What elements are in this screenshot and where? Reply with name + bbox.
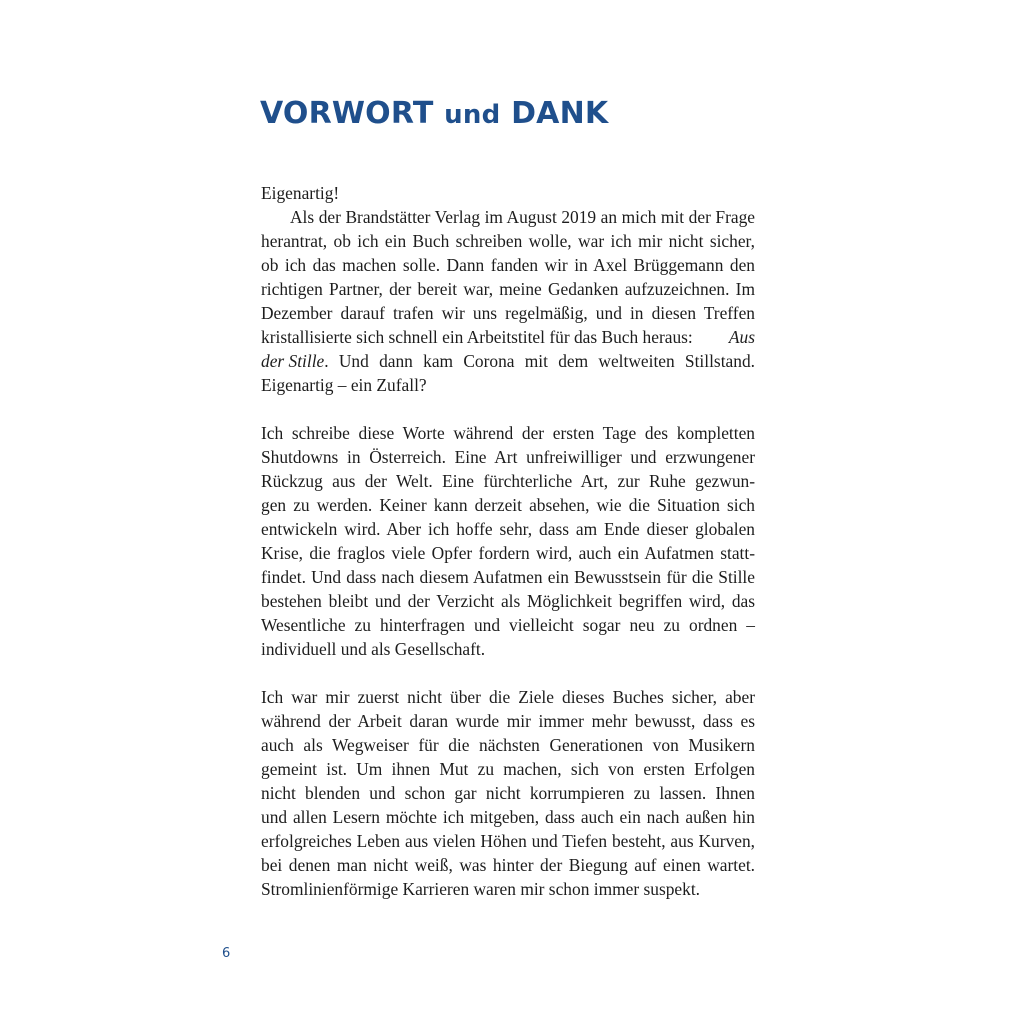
paragraph-gap (261, 661, 755, 685)
text-line (261, 349, 755, 373)
text-line: während der Arbeit daran wurde mir immer mehr bewusst, dass es (261, 711, 755, 731)
text-line: Als der Brandstätter Verlag im August 2019 an mich mit der Frage (290, 207, 755, 227)
text-line: ob ich das machen solle. Dann fanden wir in Axel Brüggemann den (261, 255, 755, 275)
text-line: nicht blenden und schon gar nicht korrumpieren zu lassen. Ihnen (261, 783, 755, 803)
text-line: Dezember darauf trafen wir uns regelmäßig, und in diesen Treffen (261, 303, 755, 323)
page-number: 6 (222, 946, 231, 961)
title-word-dank: DANK (511, 96, 609, 131)
text-line: Shutdowns in Österreich. Eine Art unfreiwilliger und erzwungener (261, 447, 755, 467)
text-line: richtigen Partner, der bereit war, meine Gedanken aufzuzeichnen. Im (261, 279, 755, 299)
text-line: und allen Lesern möchte ich mitgeben, dass auch ein nach außen hin (261, 807, 755, 827)
text-line: bei denen man nicht weiß, was hinter der Biegung auf einen wartet. (261, 855, 755, 875)
text-line: Eigenartig! (261, 183, 340, 203)
chapter-title (260, 92, 608, 137)
text-line: bestehen bleibt und der Verzicht als Möglichkeit begriffen wird, das (261, 591, 755, 611)
text-line: Rückzug aus der Welt. Eine fürchterliche Art, zur Ruhe gezwun- (261, 471, 755, 491)
text-line (261, 325, 755, 349)
text-line: Ich schreibe diese Worte während der ersten Tage des kompletten (261, 423, 755, 443)
text-segment: . Und dann kam Corona mit dem weltweiten Stillstand. (324, 351, 755, 371)
italic-book-title-part: der Stille (261, 351, 325, 371)
text-line: auch als Wegweiser für die nächsten Generationen von Musikern (261, 735, 755, 755)
text-line: Stromlinienförmige Karrieren waren mir schon immer suspekt. (261, 879, 700, 899)
text-line: herantrat, ob ich ein Buch schreiben wolle, war ich mir nicht sicher, (261, 231, 755, 251)
text-line: Krise, die fraglos viele Opfer fordern wird, auch ein Aufatmen statt- (261, 543, 755, 563)
text-line: erfolgreiches Leben aus vielen Höhen und Tiefen besteht, aus Kurven, (261, 831, 755, 851)
title-word-vorwort: VORWORT (260, 96, 434, 131)
text-segment: kristallisierte sich schnell ein Arbeitstitel für das Buch heraus: (261, 327, 693, 347)
paragraph-gap (261, 397, 755, 421)
title-word-und: und (444, 100, 501, 130)
text-line: gemeint ist. Um ihnen Mut zu machen, sich von ersten Erfolgen (261, 759, 755, 779)
text-line: entwickeln wird. Aber ich hoffe sehr, dass am Ende dieser globalen (261, 519, 755, 539)
text-line: Ich war mir zuerst nicht über die Ziele dieses Buches sicher, aber (261, 687, 755, 707)
text-line: Eigenartig – ein Zufall? (261, 375, 427, 395)
text-line: gen zu werden. Keiner kann derzeit absehen, wie die Situation sich (261, 495, 755, 515)
body-text (261, 181, 755, 901)
text-line: Wesentliche zu hinterfragen und vielleicht sogar neu zu ordnen – (261, 615, 755, 635)
text-line: individuell und als Gesellschaft. (261, 639, 486, 659)
italic-book-title-part: Aus (728, 327, 755, 347)
text-line: findet. Und dass nach diesem Aufatmen ein Bewusstsein für die Stille (261, 567, 755, 587)
